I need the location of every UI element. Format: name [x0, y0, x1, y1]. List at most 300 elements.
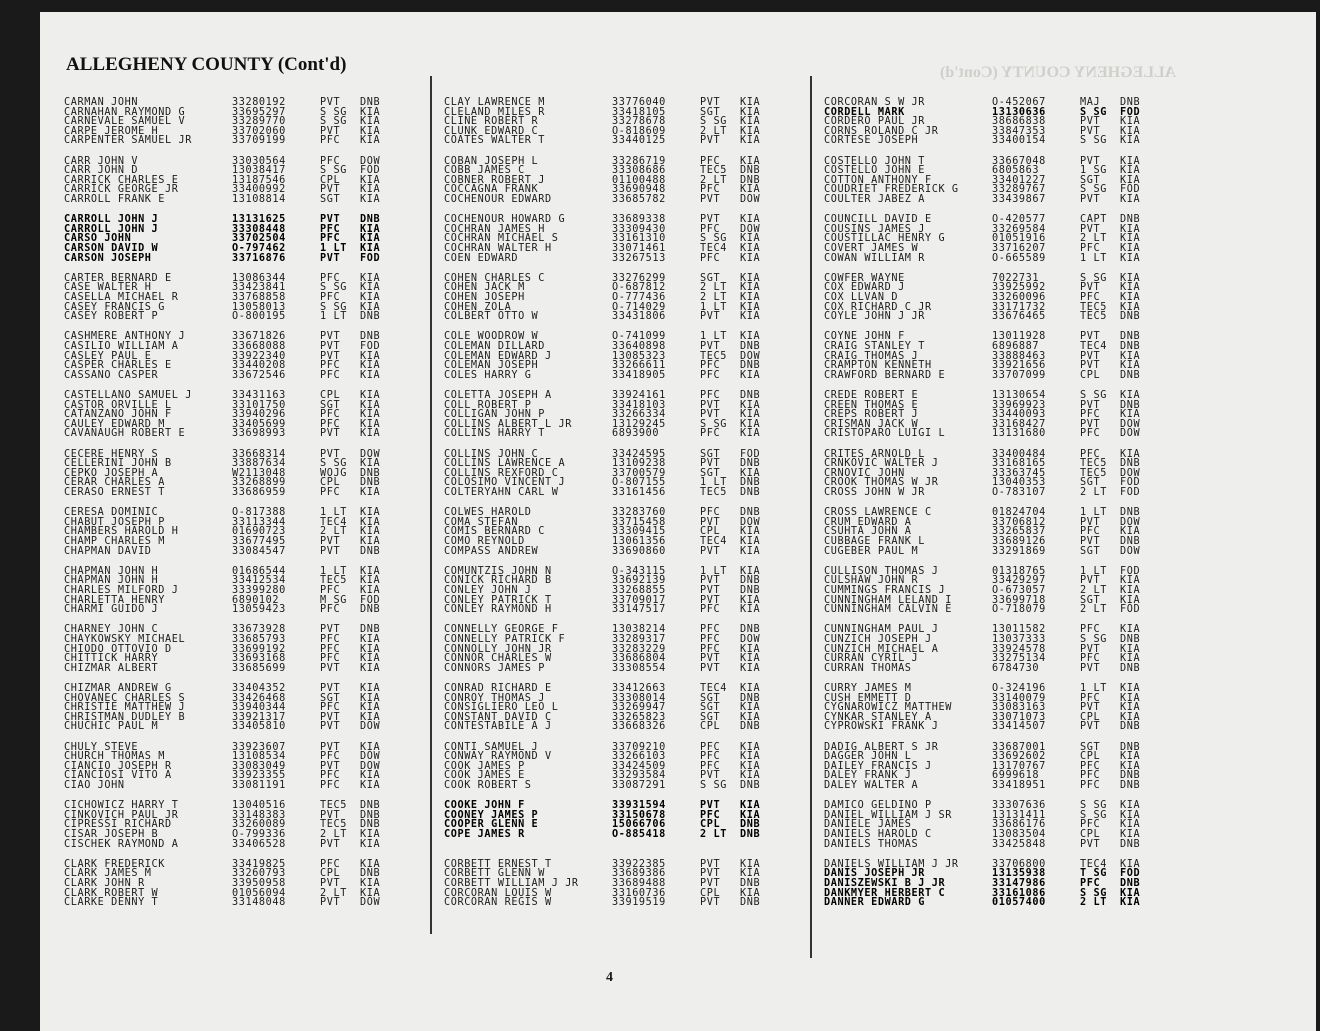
status: KIA — [360, 486, 381, 498]
status: KIA — [360, 174, 381, 186]
soldier-name: CROOK THOMAS W JR — [824, 477, 939, 489]
rank: PVT — [700, 584, 721, 596]
roster-row — [64, 840, 424, 850]
roster-row — [444, 781, 804, 791]
soldier-name: COMIS BERNARD C — [444, 526, 546, 538]
serial-number: 33768858 — [232, 291, 286, 303]
serial-number: 33695297 — [232, 106, 286, 118]
status: DNB — [740, 897, 761, 909]
serial-number: 33709210 — [612, 741, 666, 753]
roster-row — [444, 195, 804, 205]
soldier-name: CISAR JOSEPH B — [64, 828, 159, 840]
serial-number: O-673057 — [992, 584, 1046, 596]
roster-row — [824, 781, 1184, 791]
serial-number: 13086344 — [232, 272, 286, 284]
roster-group — [444, 215, 804, 263]
rank: PVT — [1080, 360, 1101, 372]
roster-group — [824, 450, 1184, 498]
roster-row — [824, 488, 1184, 498]
serial-number: 13059423 — [232, 604, 286, 616]
soldier-name: CROSS LAWRENCE C — [824, 507, 932, 519]
status: DOW — [1120, 428, 1141, 440]
rank: SGT — [700, 692, 721, 704]
serial-number: 13108534 — [232, 751, 286, 763]
rank: PFC — [1080, 409, 1101, 421]
status: KIA — [740, 331, 761, 343]
soldier-name: CORBETT ERNEST T — [444, 858, 552, 870]
soldier-name: CARPE JEROME H — [64, 125, 159, 137]
serial-number: O-817388 — [232, 507, 286, 519]
rank: PVT — [700, 594, 721, 606]
rank: 1 LT — [700, 477, 727, 489]
status: KIA — [360, 838, 381, 850]
soldier-name: CARROLL FRANK E — [64, 193, 166, 205]
serial-number: O-741099 — [612, 331, 666, 343]
serial-number: 01100488 — [612, 174, 666, 186]
soldier-name: COLLIGAN JOHN P — [444, 409, 546, 421]
status: KIA — [360, 116, 381, 128]
soldier-name: CARSON DAVID W — [64, 242, 159, 254]
status: KIA — [360, 662, 381, 674]
rank: PVT — [320, 252, 341, 264]
serial-number: 13130636 — [992, 106, 1046, 118]
soldier-name: CULSHAW JOHN R — [824, 575, 919, 587]
soldier-name: COPE JAMES R — [444, 828, 525, 840]
serial-number: 33418105 — [612, 106, 666, 118]
soldier-name: CASLEY PAUL E — [64, 350, 152, 362]
serial-number: 13131625 — [232, 214, 286, 226]
roster-row — [444, 722, 804, 732]
status: KIA — [1120, 526, 1141, 538]
serial-number: 33404352 — [232, 683, 286, 694]
status: KIA — [1120, 751, 1141, 763]
soldier-name: CRUM EDWARD A — [824, 516, 912, 528]
serial-number: 33309430 — [612, 223, 666, 235]
rank: S SG — [320, 116, 347, 128]
soldier-name: CLINE ROBERT R — [444, 116, 539, 128]
roster-group — [444, 98, 804, 146]
status: KIA — [360, 741, 381, 753]
status: DOW — [1120, 516, 1141, 528]
soldier-name: CURRAN THOMAS — [824, 662, 912, 674]
soldier-name: COLLINS HARRY T — [444, 428, 546, 440]
status: KIA — [1120, 575, 1141, 587]
serial-number: 6999618 — [992, 770, 1040, 782]
serial-number: 33702060 — [232, 125, 286, 137]
rank: 1 LT — [320, 565, 347, 577]
soldier-name: CIPRESSI RICHARD — [64, 819, 172, 831]
rank: PVT — [700, 135, 721, 147]
serial-number: 33709199 — [232, 135, 286, 147]
soldier-name: CLARK FREDERICK — [64, 858, 166, 870]
status: DNB — [1120, 838, 1141, 850]
status: KIA — [740, 399, 761, 411]
serial-number: 33308014 — [612, 692, 666, 704]
serial-number: O-885418 — [612, 828, 666, 840]
roster-row — [64, 312, 424, 322]
soldier-name: COBB JAMES C — [444, 165, 525, 177]
status: KIA — [360, 584, 381, 596]
rank: PVT — [700, 458, 721, 470]
status: DNB — [1120, 633, 1141, 645]
rank: PFC — [700, 604, 721, 616]
status: DNB — [360, 331, 381, 343]
serial-number: 6805863 — [992, 165, 1040, 177]
status: KIA — [1120, 683, 1141, 694]
status: DOW — [360, 721, 381, 733]
serial-number: 13040353 — [992, 477, 1046, 489]
status: KIA — [1120, 692, 1141, 704]
serial-number: 33686804 — [612, 653, 666, 665]
rank: PVT — [1080, 721, 1101, 733]
serial-number: 33440093 — [992, 409, 1046, 421]
roster-group — [64, 567, 424, 615]
soldier-name: COX LLVAN D — [824, 291, 899, 303]
serial-number: 33887634 — [232, 458, 286, 470]
rank: 1 LT — [700, 565, 727, 577]
rank: CPL — [700, 526, 721, 538]
rank: PFC — [1080, 428, 1101, 440]
serial-number: O-420577 — [992, 214, 1046, 226]
rank: PVT — [320, 760, 341, 772]
serial-number: 33308554 — [612, 662, 666, 674]
rank: S SG — [1080, 390, 1107, 401]
column-divider-right — [810, 76, 812, 958]
serial-number: 33265823 — [612, 711, 666, 723]
rank: S SG — [320, 458, 347, 470]
rank: PFC — [1080, 819, 1101, 831]
status: KIA — [740, 428, 761, 440]
serial-number: 33668088 — [232, 340, 286, 352]
rank: 2 LT — [700, 828, 727, 840]
soldier-name: DALEY FRANK J — [824, 770, 912, 782]
soldier-name: CUGEBER PAUL M — [824, 545, 919, 557]
serial-number: 33716207 — [992, 242, 1046, 254]
status: KIA — [360, 692, 381, 704]
roster-row — [64, 195, 424, 205]
status: KIA — [360, 633, 381, 645]
status: DNB — [1120, 458, 1141, 470]
roster-row — [64, 722, 424, 732]
rank: PVT — [1080, 418, 1101, 430]
rank: PFC — [320, 702, 341, 714]
roster-group — [824, 332, 1184, 380]
serial-number: 33147517 — [612, 604, 666, 616]
serial-number: 33709017 — [612, 594, 666, 606]
rank: M SG — [320, 594, 347, 606]
status: KIA — [360, 858, 381, 870]
roster-group — [64, 860, 424, 908]
serial-number: 33689386 — [612, 868, 666, 880]
status: KIA — [740, 770, 761, 782]
serial-number: 33924161 — [612, 390, 666, 401]
rank: SGT — [700, 702, 721, 714]
serial-number: 33423841 — [232, 282, 286, 294]
rank: PVT — [1080, 155, 1101, 167]
status: DNB — [740, 584, 761, 596]
soldier-name: CLUNK EDWARD C — [444, 125, 539, 137]
roster-group — [824, 157, 1184, 205]
rank: PVT — [700, 409, 721, 421]
roster-group — [444, 625, 804, 673]
serial-number: 33706800 — [992, 858, 1046, 870]
status: KIA — [740, 809, 761, 821]
soldier-name: CARSO JOHN — [64, 233, 132, 245]
rank: PVT — [700, 877, 721, 889]
status: KIA — [360, 282, 381, 294]
soldier-name: COOPER GLENN E — [444, 819, 539, 831]
soldier-name: COMA STEFAN — [444, 516, 519, 528]
status: KIA — [1120, 800, 1141, 812]
rank: PFC — [320, 604, 341, 616]
roster-row — [444, 664, 804, 674]
soldier-name: CEPKO JOSEPH A — [64, 467, 159, 479]
soldier-name: CLAY LAWRENCE M — [444, 97, 546, 108]
rank: PVT — [1080, 331, 1101, 343]
serial-number: 33698993 — [232, 428, 286, 440]
serial-number: 13109238 — [612, 458, 666, 470]
rank: PFC — [700, 369, 721, 381]
soldier-name: COHEN ZOLA — [444, 301, 512, 313]
soldier-name: COMUNTZIS JOHN N — [444, 565, 552, 577]
serial-number: O-324196 — [992, 683, 1046, 694]
rank: CPL — [320, 868, 341, 880]
rank: PVT — [320, 877, 341, 889]
status: KIA — [1120, 653, 1141, 665]
status: FOD — [360, 252, 381, 264]
rank: TEC4 — [700, 535, 727, 547]
serial-number: 33268855 — [612, 584, 666, 596]
rank: 2 LT — [1080, 604, 1107, 616]
status: DNB — [360, 467, 381, 479]
soldier-name: CRISMAN JACK W — [824, 418, 919, 430]
rank: PVT — [1080, 125, 1101, 137]
status: KIA — [740, 702, 761, 714]
status: DNB — [1120, 662, 1141, 674]
status: DOW — [360, 897, 381, 909]
serial-number: 33265837 — [992, 526, 1046, 538]
serial-number: O-818609 — [612, 125, 666, 137]
soldier-name: CLARK JOHN R — [64, 877, 145, 889]
serial-number: 33083049 — [232, 760, 286, 772]
roster-row — [824, 898, 1184, 908]
status: KIA — [740, 526, 761, 538]
serial-number: 33418905 — [612, 369, 666, 381]
soldier-name: CIAO JOHN — [64, 779, 125, 791]
serial-number: 33083163 — [992, 702, 1046, 714]
rank: PVT — [700, 800, 721, 812]
rank: PVT — [1080, 643, 1101, 655]
rank: PVT — [700, 516, 721, 528]
roster-group — [64, 684, 424, 732]
rank: TEC5 — [1080, 311, 1107, 323]
serial-number: 15066706 — [612, 819, 666, 831]
rank: TEC5 — [700, 350, 727, 362]
status: KIA — [1120, 116, 1141, 128]
rank: PVT — [1080, 662, 1101, 674]
rank: PVT — [1080, 535, 1101, 547]
rank: PVT — [700, 340, 721, 352]
status: DNB — [1120, 331, 1141, 343]
serial-number: 33692139 — [612, 575, 666, 587]
soldier-name: CAVANAUGH ROBERT E — [64, 428, 186, 440]
serial-number: 33414507 — [992, 721, 1046, 733]
rank: PVT — [1080, 193, 1101, 205]
bleed-through-header: ALLEGHENY COUNTY (Cont'd) — [940, 64, 1177, 81]
rank: S SG — [1080, 887, 1107, 899]
soldier-name: CICHOWICZ HARRY T — [64, 800, 179, 812]
rank: CPL — [1080, 369, 1101, 381]
status: KIA — [1120, 174, 1141, 186]
soldier-name: CUNNINGHAM PAUL J — [824, 624, 939, 636]
roster-group — [444, 508, 804, 556]
soldier-name: CHIZMAR ANDREW G — [64, 683, 172, 694]
rank: SGT — [1080, 545, 1101, 557]
status: KIA — [740, 662, 761, 674]
roster-group — [64, 98, 424, 146]
serial-number: 33148048 — [232, 897, 286, 909]
serial-number: O-714029 — [612, 301, 666, 313]
roster-group — [64, 215, 424, 263]
serial-number: 33693168 — [232, 653, 286, 665]
serial-number: 6896887 — [992, 340, 1040, 352]
serial-number: 33702504 — [232, 233, 286, 245]
serial-number: W2113048 — [232, 467, 286, 479]
soldier-name: DANIELS WILLIAM J JR — [824, 858, 959, 870]
status: KIA — [360, 653, 381, 665]
status: KIA — [360, 575, 381, 587]
soldier-name: CHABUT JOSEPH P — [64, 516, 166, 528]
rank: PVT — [320, 662, 341, 674]
rank: TEC5 — [320, 800, 347, 812]
rank: PVT — [700, 193, 721, 205]
serial-number: O-665589 — [992, 252, 1046, 264]
serial-number: 33101750 — [232, 399, 286, 411]
status: KIA — [740, 858, 761, 870]
status: KIA — [740, 97, 761, 108]
soldier-name: CASE WALTER H — [64, 282, 152, 294]
serial-number: 7022731 — [992, 272, 1040, 284]
soldier-name: CHAMBERS HAROLD H — [64, 526, 179, 538]
rank: 1 LT — [700, 331, 727, 343]
status: KIA — [740, 155, 761, 167]
rank: PFC — [700, 643, 721, 655]
soldier-name: CONLEY RAYMOND H — [444, 604, 552, 616]
rank: PVT — [700, 858, 721, 870]
rank: PFC — [320, 135, 341, 147]
serial-number: 33700579 — [612, 467, 666, 479]
rank: CPL — [320, 477, 341, 489]
rank: SGT — [700, 711, 721, 723]
soldier-name: DADIG ALBERT S JR — [824, 741, 939, 753]
roster-group — [64, 625, 424, 673]
soldier-name: CISCHEK RAYMOND A — [64, 838, 179, 850]
rank: PFC — [1080, 692, 1101, 704]
rank: S SG — [320, 165, 347, 177]
status: KIA — [1120, 242, 1141, 254]
soldier-name: CRAIG THOMAS J — [824, 350, 919, 362]
soldier-name: CHRISTIE MATTHEW J — [64, 702, 186, 714]
status: KIA — [1120, 594, 1141, 606]
soldier-name: CASSANO CASPER — [64, 369, 159, 381]
status: KIA — [740, 868, 761, 880]
soldier-name: CUBBAGE FRANK L — [824, 535, 926, 547]
status: KIA — [360, 233, 381, 245]
serial-number: 33924578 — [992, 643, 1046, 655]
status: DNB — [740, 877, 761, 889]
rank: PVT — [700, 311, 721, 323]
serial-number: 33148383 — [232, 809, 286, 821]
rank: PFC — [320, 643, 341, 655]
status: FOD — [1120, 184, 1141, 196]
status: KIA — [740, 711, 761, 723]
status: KIA — [360, 711, 381, 723]
rank: PFC — [700, 223, 721, 235]
status: DNB — [1120, 311, 1141, 323]
status: DNB — [740, 340, 761, 352]
serial-number: 33280192 — [232, 97, 286, 108]
soldier-name: CASPER CHARLES E — [64, 360, 172, 372]
rank: 2 LT — [1080, 486, 1107, 498]
status: FOD — [740, 448, 761, 460]
rank: PVT — [1080, 350, 1101, 362]
rank: S SG — [1080, 633, 1107, 645]
serial-number: 33406528 — [232, 838, 286, 850]
serial-number: 13129245 — [612, 418, 666, 430]
status: DNB — [1120, 369, 1141, 381]
rank: PVT — [700, 653, 721, 665]
serial-number: 33161086 — [992, 887, 1046, 899]
serial-number: 33668314 — [232, 448, 286, 460]
serial-number: 13038417 — [232, 165, 286, 177]
rank: PFC — [700, 633, 721, 645]
soldier-name: COWAN WILLIAM R — [824, 252, 926, 264]
status: KIA — [1120, 711, 1141, 723]
soldier-name: CREEN THOMAS E — [824, 399, 919, 411]
roster-group — [824, 684, 1184, 732]
serial-number: 33161456 — [612, 486, 666, 498]
rank: 2 LT — [700, 174, 727, 186]
roster-row — [444, 830, 804, 840]
serial-number: 13131411 — [992, 809, 1046, 821]
status: DNB — [740, 721, 761, 733]
serial-number: O-687812 — [612, 282, 666, 294]
rank: S SG — [1080, 106, 1107, 118]
status: KIA — [740, 106, 761, 118]
rank: PVT — [700, 662, 721, 674]
serial-number: 33687001 — [992, 741, 1046, 753]
roster-group — [824, 274, 1184, 322]
rank: PFC — [320, 486, 341, 498]
rank: PFC — [1080, 770, 1101, 782]
status: DNB — [1120, 721, 1141, 733]
roster-row — [824, 547, 1184, 557]
rank: TEC4 — [1080, 858, 1107, 870]
rank: TEC5 — [1080, 301, 1107, 313]
soldier-name: CHIODO OTTOVIO D — [64, 643, 172, 655]
status: DOW — [360, 155, 381, 167]
soldier-name: COOK JAMES P — [444, 760, 525, 772]
serial-number: 33686959 — [232, 486, 286, 498]
status: KIA — [740, 683, 761, 694]
rank: PFC — [700, 624, 721, 636]
serial-number: 33425848 — [992, 838, 1046, 850]
status: DOW — [740, 633, 761, 645]
soldier-name: COMO REYNOLD — [444, 535, 525, 547]
status: KIA — [740, 643, 761, 655]
rank: PVT — [700, 770, 721, 782]
rank: SGT — [700, 467, 721, 479]
